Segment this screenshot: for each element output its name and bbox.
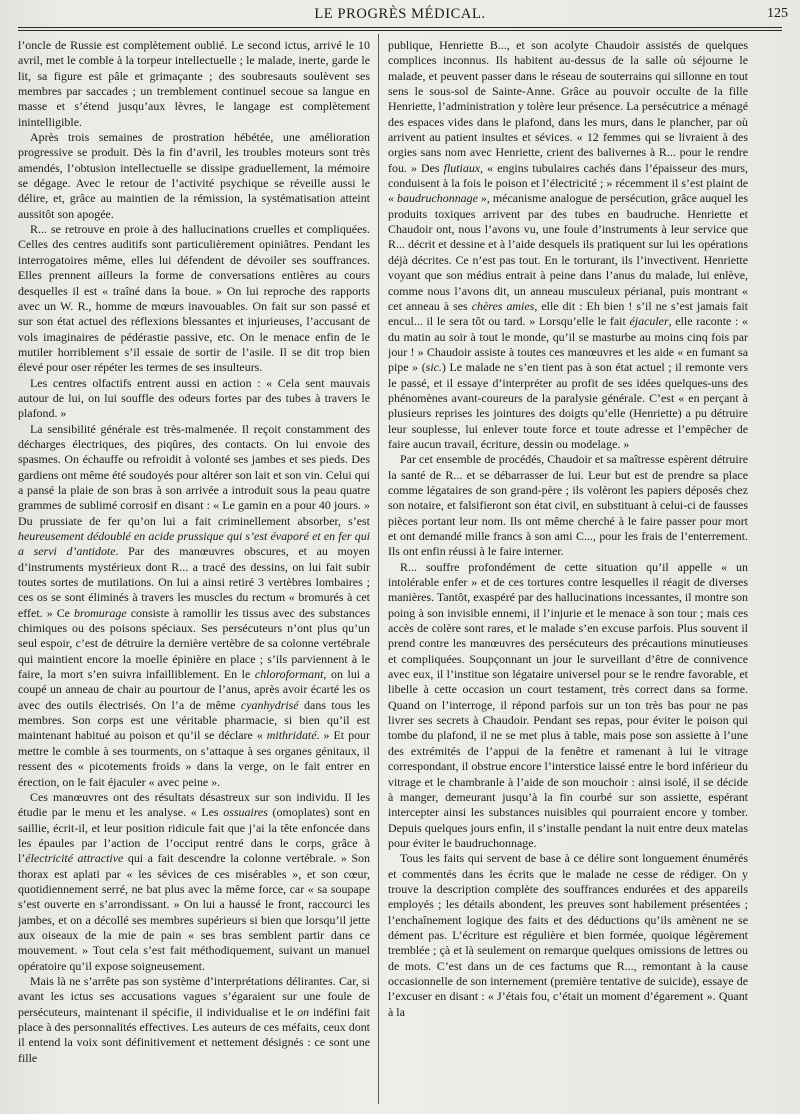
italic-text: flutiaux	[443, 160, 481, 175]
body-text: consiste à ramollir les tissus avec des substances chimiques ou des poisons spéciaux. Ses persécuteurs n’ont plus qu’un seul espoir, c’est de détruire la dernière vertèbre de sa colonne vertébrale qui maintient encore la moelle épinière en place ; s’ils parviennent à le faire, la mort s’en suivra infailliblement. En le	[18, 605, 370, 682]
italic-text: ossuaires	[223, 805, 268, 820]
italic-text: baudruchonnage	[397, 191, 478, 206]
body-text: Mais là ne s’arrête pas son système d’interprétations délirantes. Car, si avant les ictus ses accusations vagues s’égaraient sur une foule de persécuteurs, maintenant il spécifie, il individualise et le	[18, 973, 370, 1019]
italic-text: électricité attractive	[25, 851, 124, 866]
body-text: R... souffre profondément de cette situation qu’il appelle « un intolérable enfer » et de ces tortures contre lesquelles il réagit de diverses manières. Tantôt, exaspéré par des hallucinations incessantes, il montre son poing à son invisible ennemi, il l’injurie et le menace à son tour ; mais ces accès de colère sont rares, et le malade s’en excuse parfois. Plus souvent il prend contre les manœuvres des persécuteurs des précautions minutieuses et compliquées. Soupçonnant un jour le surveillant d’être de connivence avec eux, il l’institue son légataire universel pour se le rendre favorable, et libelle à cette occasion un court testament, très correct dans sa forme. Quand on l’interroge, il répond parfois sur un ton très bas pour ne pas livrer ses secrets à Chaudoir. Pendant ses repas, pour éviter le poison qui tombe du plafond, il ne se met plus à table, mais pose son assiette à l’une des extrémités de l’appui de la fenêtre et ramenant à lui le vitrage correspondant, il obstrue encore l’interstice laissé entre le bord inférieur du vitrage et le chambranle à l’aide de son mouchoir : ainsi isolé, il se décide à manger, demeurant jusqu’à la fin courbé sur son assiette, espérant intercepter ainsi les substances nuisibles qui pourraient encore y tomber. Depuis quelques jours enfin, il s’installe pendant la nuit entre deux matelas pour éviter le baudruchonnage.	[388, 559, 748, 850]
body-text: », mécanisme analogue de persécution, grâce auquel les produits toxiques arrivent par des tubes en baudruche. Henriette et Chaudoir ont, nous l’avons vu, une foule d’instruments à leur service que R... décrit et dessine et à l’aide desquels ils pratiquent sur lui les opérations déjà décrites. Ce n’est pas tout. En le torturant, ils l’invectivent. Henriette voyant que son médius entrait à peine dans l’anus du malade, lui enlève, comme nous l’avons dit, un anneau musculeux périanal, puis montrant « cet anneau à ses	[388, 191, 748, 313]
left-text-column	[18, 38, 370, 1108]
paragraph	[388, 38, 748, 452]
page-number: 125	[767, 6, 788, 21]
italic-text: mithridaté	[266, 728, 317, 743]
paragraph	[18, 130, 370, 222]
paragraph	[18, 790, 370, 974]
body-text: (omoplates) sont en saillie, écrit-il, et leur position ridicule fait que j’ai la tête enfoncée dans les épaules par l’action de l’occiput rentré dans le corps, grâce à l’	[18, 805, 370, 866]
paragraph	[18, 974, 370, 1066]
body-text: indéfini fait place à des personnalités effectives. Les auteurs de ces méfaits, ceux dont il entend la voix sont définitivement et nettement désignés : ce sont une fille	[18, 1004, 370, 1065]
body-text: , on lui a coupé un anneau de chair au pourtour de l’anus, après avoir écarté les os avec des outils électrisés. On l’a de même	[18, 667, 370, 712]
italic-text: éjaculer	[629, 314, 669, 329]
paragraph	[388, 452, 748, 559]
italic-text: on	[297, 1004, 310, 1019]
body-text: qui a fait descendre la colonne vertébrale. » Son thorax est aplati par « les sévices de ces misérables », et son cœur, quotidiennement serré, ne bat plus avec la même force, car « sa soupape s’est ouverte en s’arrondissant. » On lui a haussé le front, raccourci les jambes, et on a décollé ses membres supérieurs si bien que lorsqu’il jette aux oiseaux de la mie de pain « ses bras semblent partir dans ce mouvement. » Tout cela s’est fait méthodiquement, suivant un manuel opératoire qu’il expose soigneusement.	[18, 851, 370, 973]
body-text: . » Et pour mettre le comble à ses tourments, on s’attaque à ses organes génitaux, il ressent des « picotements froids » dans la verge, on le fait entrer en érection, on le fait éjaculer « avec peine ».	[18, 728, 370, 789]
body-text: Par cet ensemble de procédés, Chaudoir et sa maîtresse espèrent détruire la santé de R... et se débarrasser de lui. Leur but est de prendre sa place comme légataires de son grand-père ; ils volèront les papiers déposés chez son notaire, et falsifieront son état civil, en substituant à celui-ci de fausses pièces portant leur nom. Ils ont même cherché à le faire passer pour mort et ont demandé mille francs à son ami C..., pour les frais de l’enterrement. Ils ont enfin réussi à le faire interner.	[388, 452, 748, 559]
body-text: , elle dit : Eh bien ! s’il ne s’est jamais fait encul... il le sera tôt ou tard. » Lorsqu’elle le fait	[388, 298, 748, 329]
italic-text: bromurage	[74, 605, 127, 620]
body-text: l’oncle de Russie est complètement oublié. Le second ictus, arrivé le 10 avril, met le comble à la torpeur intellectuelle ; le malade, inerte, garde le lit, sa figure est pâle et grimaçante ; des soubresauts soulèvent ses membres par saccades ; un tremblement continuel secoue sa langue en masse et s’étend jusqu’aux lèvres, le langage est complètement inintelligible.	[18, 38, 370, 129]
header-rule	[18, 27, 782, 28]
column-divider	[378, 34, 379, 1104]
body-text: , « engins tubulaires cachés dans l’épaisseur des murs, conduisent à la fois le poison et l’électricité ; » récemment il s’est plaint de «	[388, 160, 748, 206]
body-text: ) Le malade ne s’en tient pas à son état actuel ; il remonte vers le passé, et il essaye d’interpréter au profit de ses idées quelques-uns des phénomènes avant-coureurs de la paralysie générale. C’est « en perçant à plusieurs reprises les jointures des doigts qu’elle (Henriette) a pu détruire leur souplesse, lui enlever toute force et toute adresse et l’empêcher de faire aucun travail, écriture, dessin ou modelage. »	[388, 360, 748, 451]
header-rule-thin	[18, 30, 782, 31]
right-text-column	[388, 38, 748, 1108]
journal-title: LE PROGRÈS MÉDICAL.	[314, 6, 486, 22]
italic-text: chères amies	[471, 298, 535, 313]
paragraph	[18, 376, 370, 422]
paragraph	[18, 38, 370, 130]
italic-text: heureusement dédoublé en acide prussique qui s’est évaporé et en fer qui a servi d’antidote	[18, 529, 370, 559]
body-text: publique, Henriette B..., et son acolyte Chaudoir assistés de quelques complices inconnus. Ils habitent au-dessus de la salle où séjourne le malade, et peuvent passer dans le réseau de souterrains qui sillonne en tout sens le sous-sol de Sainte-Anne. Grâce au pouvoir occulte de la fille Henriette, l’administration y tolère leur présence. La persécutrice a ménagé des espaces vides dans le plafond, dans les murs, dans le plancher, par où arrivent au patient insultes et sévices. « 12 femmes qui se livraient à des orgies sans nom avec Henriette, crient des balivernes à R... pour le rendre fou. » Des	[388, 38, 748, 175]
body-text: Après trois semaines de prostration hébétée, une amélioration progressive se produit. Dès la fin d’avril, les troubles moteurs sont très amendés, l’obtusion intellectuelle se dissipe graduellement, la mémoire se dégage. Avec le retour de l’activité psychique se réveille aussi le délire, et, grâce au maintien de la rémission, la systématisation atteint aussitôt son apogée.	[18, 130, 370, 221]
body-text: Ces manœuvres ont des résultats désastreux sur son individu. Il les étudie par le menu et les analyse. « Les	[18, 789, 370, 820]
body-text: , elle raconte : « du matin au soir à tout le monde, qu’il se masturbe au moins cinq fois par jour ! » Chaudoir assiste à toutes ces manœuvres et les aide « en fumant sa pipe » (	[388, 314, 748, 375]
paragraph	[388, 851, 748, 1020]
paragraph	[388, 560, 748, 852]
body-text: . Par des manœuvres obscures, et au moyen d’instruments mystérieux dont R... a tracé des dessins, on lui fait subir toutes sortes de mutilations. On lui a ainsi retiré 3 vertèbres lombaires ; ces os se sont éliminés à travers les muscles du rectum « bromurés à cet effet. » Ce	[18, 544, 370, 620]
body-text: Les centres olfactifs entrent aussi en action : « Cela sent mauvais autour de lui, on lui souffle des odeurs fortes par des tubes à travers le plafond. »	[18, 375, 370, 421]
running-header	[0, 4, 800, 26]
body-text: R... se retrouve en proie à des hallucinations cruelles et compliquées. Celles des centres auditifs sont particulièrement opiniâtres. Pendant les interrogatoires même, elles lui défendent de dévoiler ses souffrances. Elles prennent ailleurs la forme de conversations entières au cours desquelles il est « traîné dans la boue. » On lui reproche des rapports avec un W. R., homme de mœurs inavouables. On fait sur son passé et sur son état actuel des réflexions blessantes et injurieuses, l’accusant de vols imaginaires de pédérastie passive, etc. On le menace enfin de le mutiler horriblement s’il essaie de sortir de l’asile. Il se dit trop bien élevé pour oser répéter les termes de ses insulteurs.	[18, 222, 370, 375]
body-text: La sensibilité générale est très-malmenée. Il reçoit constamment des décharges électriques, des piqûres, des contacts. On lui envoie des spasmes. On échauffe ou refroidit à volonté ses jambes et ses pieds. Des gardiens ont même été soudoyés pour altérer son lait et son vin. Celui qui a pansé la plaie de son bras à son arrivée a introduit sous la peau quatre grammes de sublimé corrosif en disant : « Le gamin en a pour 40 jours. » Du prussiate de fer qu’on lui a fait criminellement absorber, s’est	[18, 421, 370, 528]
body-text: dans tous les membres. Son corps est une véritable pharmacie, si bien qu’il est maintenant habitué au poison et qu’il se déclare «	[18, 697, 370, 743]
italic-text: chloroformant	[254, 667, 324, 682]
italic-text: sic.	[425, 360, 442, 375]
italic-text: cyanhydrisé	[240, 697, 299, 712]
paragraph	[18, 422, 370, 790]
paragraph	[18, 222, 370, 375]
body-text: Tous les faits qui servent de base à ce délire sont longuement énumérés et commentés dans les écrits que le malade ne cesse de rédiger. On y trouve la description complète des souffrances endurées et des appareils employés ; les détails abondent, les preuves sont habilement présentées ; l’enchaînement logique des faits et des déductions qu’ils amènent ne se dément pas. L’écriture est régulière et bien formée, quoique légèrement tremblée ; çà et là seulement on remarque quelques omissions de lettres ou de mots. C’est dans un de ces factums que R..., remontant à la cause occasionnelle de son internement (première tentative de suicide), essaye de l’excuser en disant : « J’étais fou, c’était un moment d’égarement ». Quant à la	[388, 851, 748, 1019]
